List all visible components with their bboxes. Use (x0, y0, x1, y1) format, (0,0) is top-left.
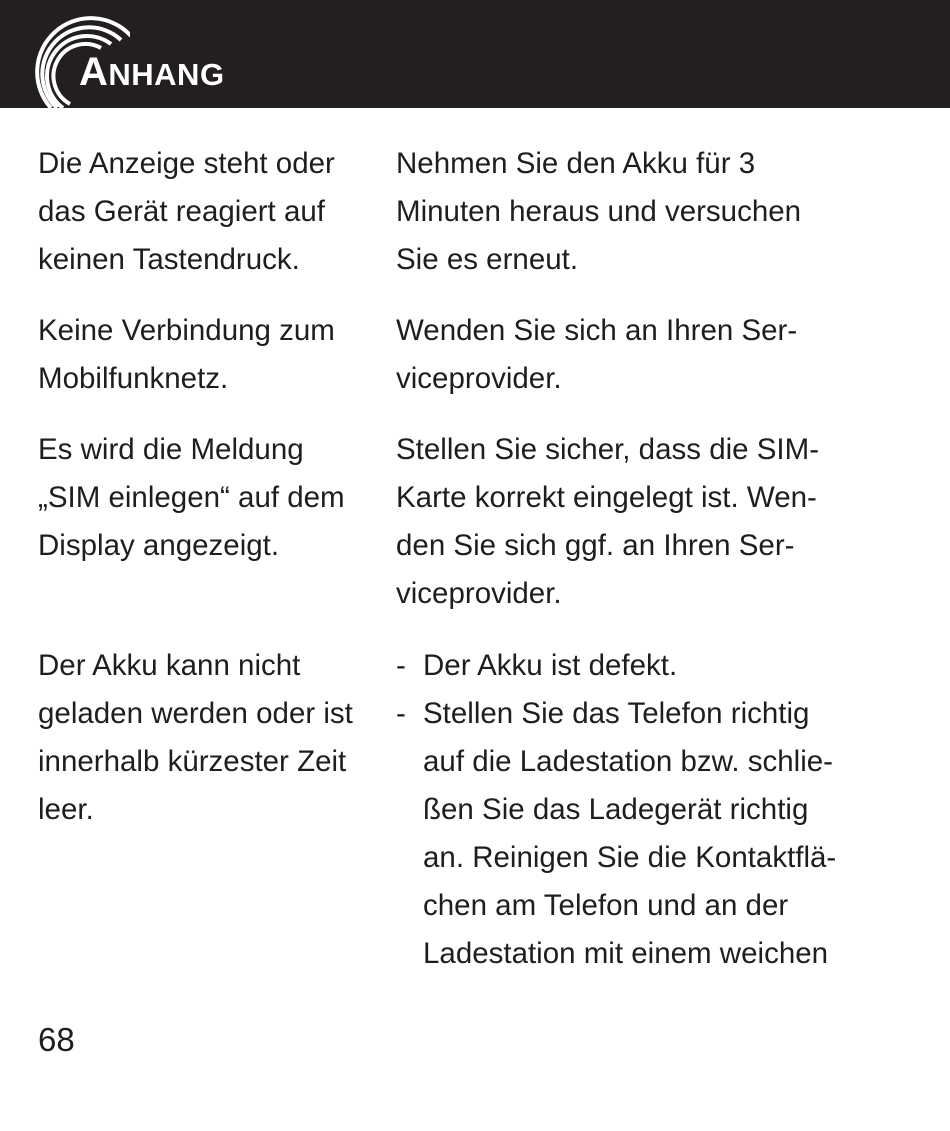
solution-cell: Wenden Sie sich an Ihren Ser- viceprovider. (396, 314, 798, 395)
problem-cell: Die Anzeige steht oder das Gerät reagiert auf keinen Tastendruck. (38, 147, 335, 276)
header-bar (0, 0, 950, 108)
bullet-item: - Stellen Sie das Telefon richtig auf die Ladestation bzw. schlie- ßen Sie das Ladegerät richtig an. Reinigen Sie die Kontaktflä- chen am Telefon und an der Ladestation mit einem weichen (396, 690, 916, 978)
solution-bullet-list (396, 642, 916, 978)
bullet-dash: - (396, 649, 406, 682)
page-number: 68 (38, 1021, 75, 1058)
problem-cell: Keine Verbindung zum Mobilfunknetz. (38, 314, 335, 395)
page-title: ANHANG (79, 50, 225, 94)
bullet-item: - Der Akku ist defekt. (396, 642, 916, 690)
solution-cell: Nehmen Sie den Akku für 3 Minuten heraus und versuchen Sie es erneut. (396, 147, 802, 276)
problem-cell: Der Akku kann nicht geladen werden oder ist innerhalb kürzester Zeit leer. (38, 649, 353, 826)
problem-cell: Es wird die Meldung „SIM einlegen“ auf dem Display angezeigt. (38, 433, 345, 562)
bullet-dash: - (396, 697, 406, 730)
solution-cell: Stellen Sie sicher, dass die SIM- Karte korrekt eingelegt ist. Wen- den Sie sich ggf. an Ihren Ser- viceprovider. (396, 433, 820, 610)
